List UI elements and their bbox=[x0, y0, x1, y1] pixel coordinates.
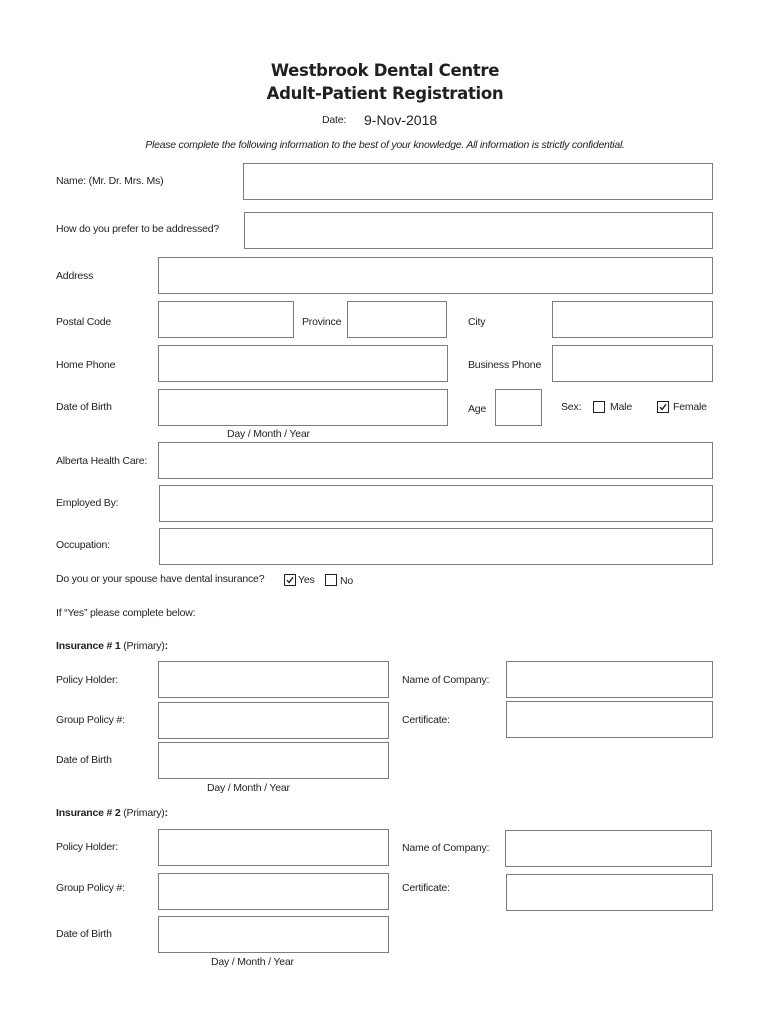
ins1-company-label: Name of Company: bbox=[402, 674, 490, 686]
address-preference-label: How do you prefer to be addressed? bbox=[56, 223, 220, 235]
dob-hint: Day / Month / Year bbox=[227, 428, 310, 440]
ins2-company-field[interactable] bbox=[505, 830, 712, 867]
province-field[interactable] bbox=[347, 301, 447, 338]
business-phone-label: Business Phone bbox=[468, 359, 542, 371]
if-yes-instruction: If “Yes” please complete below: bbox=[56, 607, 196, 619]
home-phone-label: Home Phone bbox=[56, 359, 116, 371]
ins2-policy-holder-field[interactable] bbox=[158, 829, 389, 866]
ins2-company-label: Name of Company: bbox=[402, 842, 490, 854]
address-preference-field[interactable] bbox=[244, 212, 713, 249]
insurance-yes-checkbox[interactable] bbox=[284, 574, 296, 586]
address-field[interactable] bbox=[158, 257, 713, 294]
insurance-no-checkbox[interactable] bbox=[325, 574, 337, 586]
form-title: Adult-Patient Registration bbox=[266, 84, 504, 103]
female-checkbox[interactable] bbox=[657, 401, 669, 413]
health-care-label: Alberta Health Care: bbox=[56, 455, 148, 467]
ins2-certificate-field[interactable] bbox=[506, 874, 713, 911]
postal-code-field[interactable] bbox=[158, 301, 294, 338]
male-checkbox[interactable] bbox=[593, 401, 605, 413]
ins1-group-policy-field[interactable] bbox=[158, 702, 389, 739]
home-phone-field[interactable] bbox=[158, 345, 448, 382]
ins1-policy-holder-field[interactable] bbox=[158, 661, 389, 698]
insurance-1-heading-colon: : bbox=[164, 640, 168, 652]
ins2-certificate-label: Certificate: bbox=[402, 882, 450, 894]
insurance-1-heading bbox=[56, 640, 168, 652]
name-label: Name: (Mr. Dr. Mrs. Ms) bbox=[56, 175, 164, 187]
employed-by-field[interactable] bbox=[159, 485, 713, 522]
male-label: Male bbox=[610, 401, 632, 413]
ins1-policy-holder-label: Policy Holder: bbox=[56, 674, 118, 686]
city-field[interactable] bbox=[552, 301, 713, 338]
insurance-1-heading-rest: (Primary) bbox=[123, 640, 165, 652]
employed-by-label: Employed By: bbox=[56, 497, 119, 509]
ins1-group-policy-label: Group Policy #: bbox=[56, 714, 125, 726]
insurance-question-label: Do you or your spouse have dental insurance? bbox=[56, 573, 265, 585]
ins1-company-field[interactable] bbox=[506, 661, 713, 698]
insurance-2-heading-bold: Insurance # 2 bbox=[56, 807, 121, 819]
age-field[interactable] bbox=[495, 389, 542, 426]
business-phone-field[interactable] bbox=[552, 345, 713, 382]
sex-label: Sex: bbox=[561, 401, 582, 413]
health-care-field[interactable] bbox=[158, 442, 713, 479]
clinic-name: Westbrook Dental Centre bbox=[270, 61, 500, 80]
checkmark-icon bbox=[659, 403, 667, 411]
ins2-dob-hint: Day / Month / Year bbox=[211, 956, 294, 968]
ins2-group-policy-label: Group Policy #: bbox=[56, 882, 125, 894]
insurance-1-heading-bold: Insurance # 1 bbox=[56, 640, 121, 652]
ins1-certificate-field[interactable] bbox=[506, 701, 713, 738]
postal-code-label: Postal Code bbox=[56, 316, 112, 328]
insurance-yes-label: Yes bbox=[298, 574, 315, 586]
age-label: Age bbox=[468, 403, 487, 415]
insurance-2-heading bbox=[56, 807, 168, 819]
ins1-dob-label: Date of Birth bbox=[56, 754, 112, 766]
occupation-label: Occupation: bbox=[56, 539, 110, 551]
date-value: 9-Nov-2018 bbox=[364, 112, 438, 128]
insurance-2-heading-colon: : bbox=[164, 807, 168, 819]
province-label: Province bbox=[302, 316, 342, 328]
insurance-no-label: No bbox=[340, 575, 354, 587]
ins2-dob-field[interactable] bbox=[158, 916, 389, 953]
insurance-2-heading-rest: (Primary) bbox=[123, 807, 165, 819]
dob-label: Date of Birth bbox=[56, 401, 112, 413]
date-label: Date: bbox=[322, 114, 347, 126]
address-label: Address bbox=[56, 270, 94, 282]
ins2-group-policy-field[interactable] bbox=[158, 873, 389, 910]
female-label: Female bbox=[673, 401, 707, 413]
occupation-field[interactable] bbox=[159, 528, 713, 565]
ins1-certificate-label: Certificate: bbox=[402, 714, 450, 726]
ins1-dob-hint: Day / Month / Year bbox=[207, 782, 290, 794]
ins2-policy-holder-label: Policy Holder: bbox=[56, 841, 118, 853]
checkmark-icon bbox=[286, 576, 294, 584]
name-field[interactable] bbox=[243, 163, 713, 200]
instructions: Please complete the following information to the best of your knowledge. All information is strictly confidential. bbox=[145, 139, 625, 151]
ins2-dob-label: Date of Birth bbox=[56, 928, 112, 940]
ins1-dob-field[interactable] bbox=[158, 742, 389, 779]
city-label: City bbox=[468, 316, 486, 328]
dob-field[interactable] bbox=[158, 389, 448, 426]
